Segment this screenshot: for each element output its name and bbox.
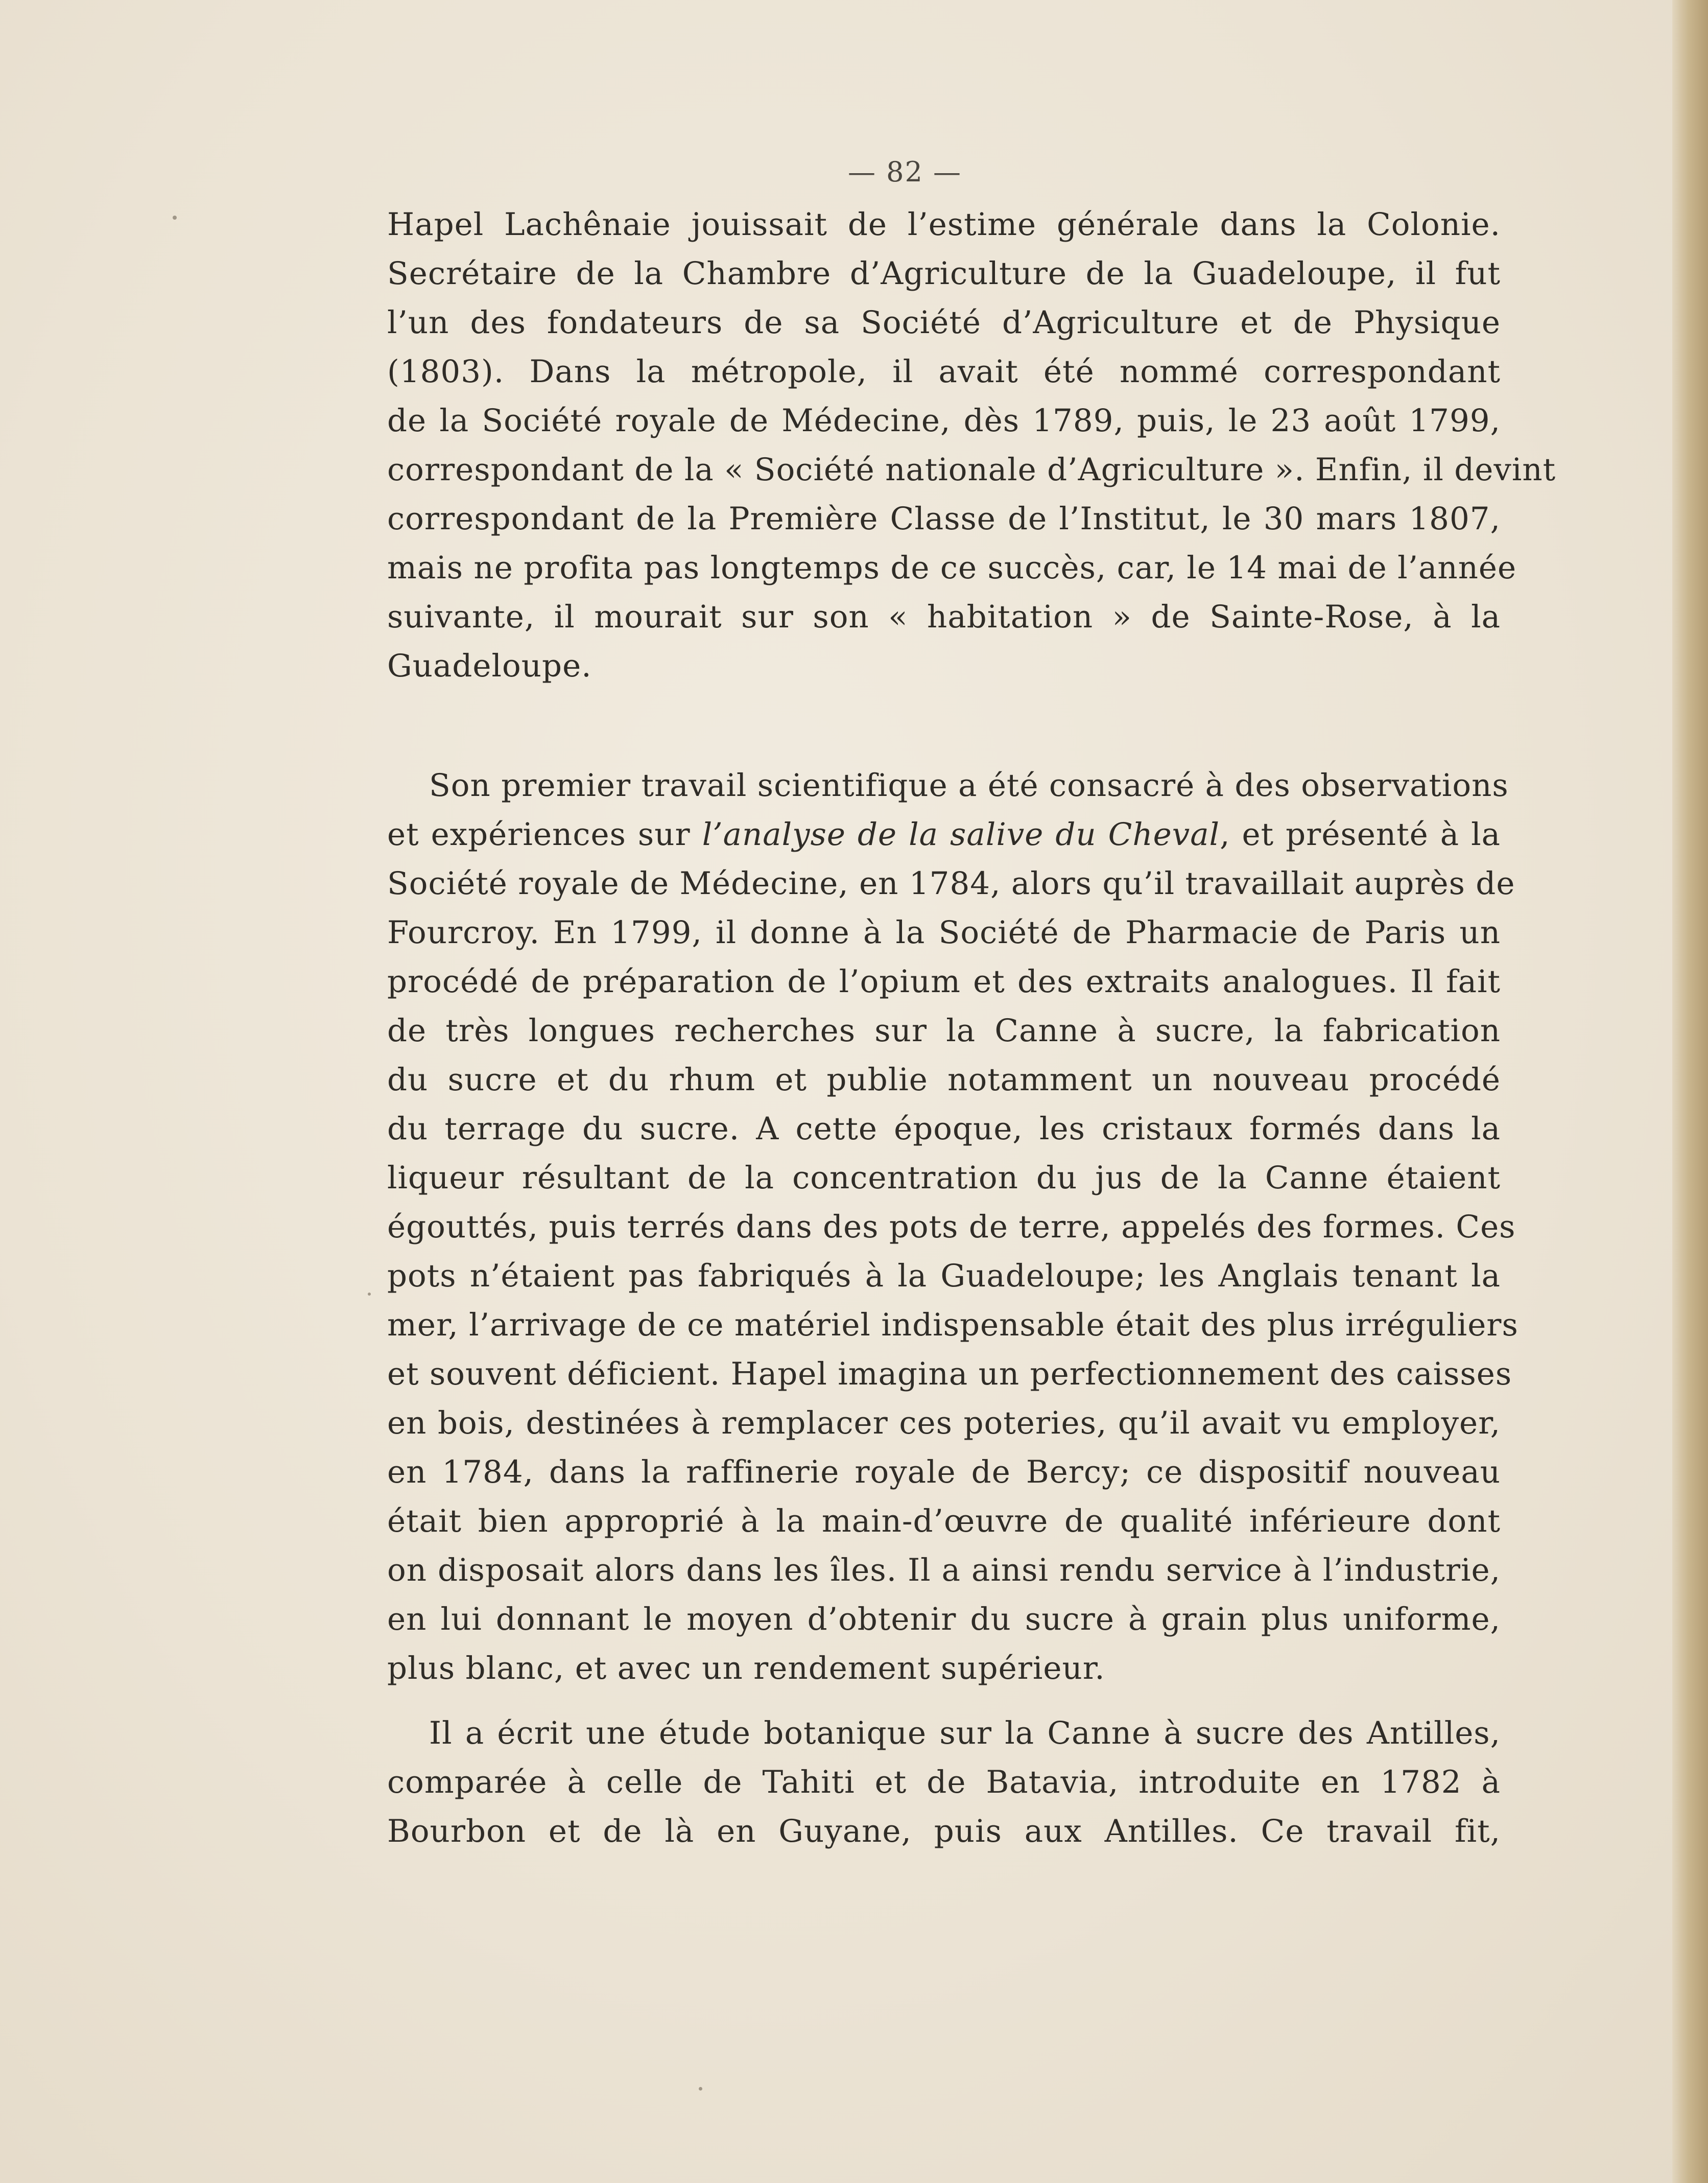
text-line: Fourcroy. En 1799, il donne à la Société de Pharmacie de Paris un — [387, 914, 1501, 951]
text-line: (1803). Dans la métropole, il avait été nommé correspondant — [387, 354, 1501, 390]
text-line: correspondant de la Première Classe de l’Institut, le 30 mars 1807, — [387, 501, 1501, 537]
text-line: suivante, il mourait sur son « habitation » de Sainte-Rose, à la — [387, 599, 1501, 635]
text-line: Secrétaire de la Chambre d’Agriculture de la Guadeloupe, il fut — [387, 255, 1501, 292]
text-line: l’un des fondateurs de sa Société d’Agriculture et de Physique — [387, 304, 1501, 341]
text-line: de la Société royale de Médecine, dès 1789, puis, le 23 août 1799, — [387, 403, 1501, 439]
text-line: en 1784, dans la raffinerie royale de Bercy; ce dispositif nouveau — [387, 1454, 1501, 1490]
text-line: liqueur résultant de la concentration du jus de la Canne étaient — [387, 1160, 1501, 1196]
text-line: Société royale de Médecine, en 1784, alors qu’il travaillait auprès de — [387, 865, 1515, 902]
text-line: était bien approprié à la main-d’œuvre de qualité inférieure dont — [387, 1503, 1501, 1539]
text-line-with-italic — [387, 810, 1501, 859]
page-edge-shadow — [1672, 0, 1708, 2183]
text-segment: et expériences sur — [387, 816, 702, 853]
text-line: plus blanc, et avec un rendement supérieur. — [387, 1650, 1105, 1686]
text-line: procédé de préparation de l’opium et des extraits analogues. Il fait — [387, 964, 1501, 1000]
page-number: — 82 — — [848, 156, 962, 188]
text-line: Bourbon et de là en Guyane, puis aux Antilles. Ce travail fit, — [387, 1813, 1501, 1849]
paragraph-1 — [387, 200, 1556, 691]
paragraph-3 — [387, 1709, 1501, 1856]
paper-speck — [173, 216, 177, 220]
text-line: correspondant de la « Société nationale d’Agriculture ». Enfin, il devint — [387, 452, 1556, 488]
paper-speck — [699, 2087, 702, 2091]
italic-title: l’analyse de la salive du Cheval — [702, 816, 1220, 853]
text-line: en bois, destinées à remplacer ces poteries, qu’il avait vu employer, — [387, 1405, 1501, 1441]
text-line: égouttés, puis terrés dans des pots de terre, appelés des formes. Ces — [387, 1209, 1516, 1245]
text-line: et souvent déficient. Hapel imagina un perfectionnement des caisses — [387, 1356, 1512, 1392]
text-line: du sucre et du rhum et publie notamment un nouveau procédé — [387, 1062, 1501, 1098]
text-line: mer, l’arrivage de ce matériel indispensable était des plus irréguliers — [387, 1307, 1519, 1343]
text-line: Il a écrit une étude botanique sur la Canne à sucre des Antilles, — [429, 1715, 1501, 1751]
text-segment: , et présenté à la — [1220, 816, 1501, 853]
text-line: du terrage du sucre. A cette époque, les cristaux formés dans la — [387, 1111, 1501, 1147]
text-line: Hapel Lachênaie jouissait de l’estime générale dans la Colonie. — [387, 206, 1501, 243]
text-line: pots n’étaient pas fabriqués à la Guadeloupe; les Anglais tenant la — [387, 1258, 1501, 1294]
text-line: on disposait alors dans les îles. Il a ainsi rendu service à l’industrie, — [387, 1552, 1501, 1588]
paragraph-2 — [387, 761, 1519, 1693]
text-line: Guadeloupe. — [387, 648, 592, 684]
text-line: en lui donnant le moyen d’obtenir du sucre à grain plus uniforme, — [387, 1601, 1501, 1637]
text-line: comparée à celle de Tahiti et de Batavia, introduite en 1782 à — [387, 1764, 1501, 1800]
text-line: Son premier travail scientifique a été consacré à des observations — [429, 767, 1509, 804]
text-line: de très longues recherches sur la Canne à sucre, la fabrication — [387, 1013, 1501, 1049]
text-line: mais ne profita pas longtemps de ce succès, car, le 14 mai de l’année — [387, 550, 1517, 586]
paper-speck — [368, 1293, 371, 1296]
